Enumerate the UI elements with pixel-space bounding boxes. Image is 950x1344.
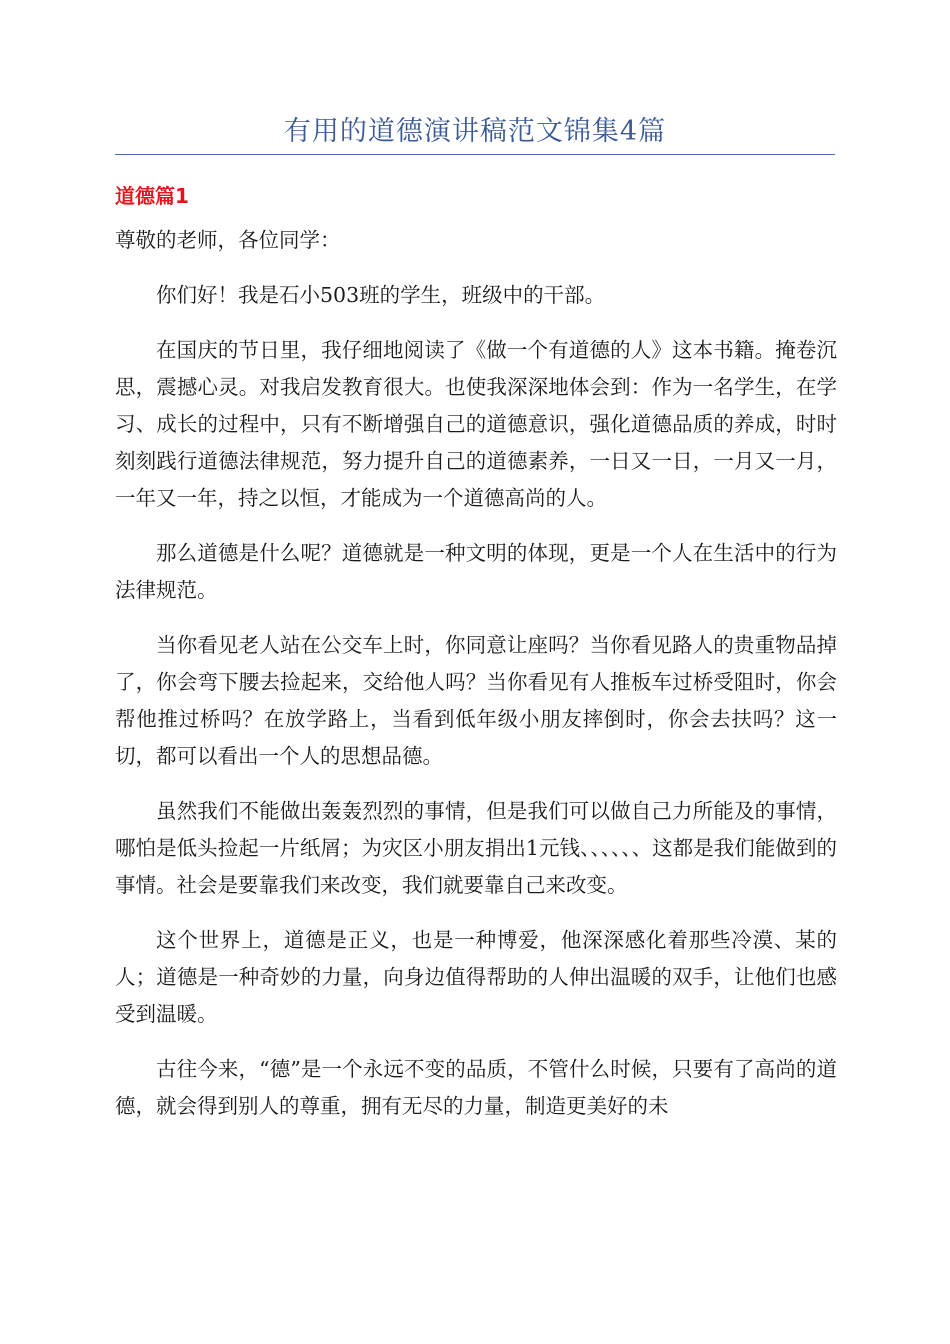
paragraph: 那么道德是什么呢？道德就是一种文明的体现，更是一个人在生活中的行为法律规范。 bbox=[115, 541, 837, 602]
salutation: 尊敬的老师，各位同学： bbox=[115, 228, 341, 252]
paragraph: 在国庆的节日里，我仔细地阅读了《做一个有道德的人》这本书籍。掩卷沉思，震撼心灵。对我启发教育很大。也使我深深地体会到：作为一名学生，在学习、成长的过程中，只有不断增强自己的道德意识，强化道德品质的养成，时时刻刻践行道德法律规范，努力提升自己的道德素养，一日又一日，一月又一月，一年又一年，持之以恒，才能成为一个道德高尚的人。 bbox=[115, 338, 837, 510]
paragraph: 这个世界上，道德是正义，也是一种博爱，他深深感化着那些冷漠、某的人；道德是一种奇妙的力量，向身边值得帮助的人伸出温暖的双手，让他们也感受到温暖。 bbox=[115, 928, 837, 1026]
paragraph: 你们好！我是石小503班的学生，班级中的干部。 bbox=[156, 283, 606, 307]
section-heading: 道德篇1 bbox=[115, 184, 189, 208]
paragraph: 古往今来，“德”是一个永远不变的品质，不管什么时候，只要有了高尚的道德，就会得到别人的尊重，拥有无尽的力量，制造更美好的未 bbox=[115, 1057, 837, 1118]
document-title: 有用的道德演讲稿范文锦集4篇 bbox=[283, 116, 667, 147]
document-body bbox=[115, 222, 837, 1143]
paragraph: 虽然我们不能做出轰轰烈烈的事情，但是我们可以做自己力所能及的事情，哪怕是低头捡起一片纸屑；为灾区小朋友捐出1元钱、、、、、、这都是我们能做到的事情。社会是要靠我们来改变，我们就要靠自己来改变。 bbox=[115, 799, 837, 897]
paragraph: 当你看见老人站在公交车上时，你同意让座吗？当你看见路人的贵重物品掉了，你会弯下腰去捡起来，交给他人吗？当你看见有人推板车过桥受阻时，你会帮他推过桥吗？在放学路上，当看到低年级小朋友摔倒时，你会去扶吗？这一切，都可以看出一个人的思想品德。 bbox=[115, 633, 837, 768]
title-divider bbox=[115, 154, 835, 155]
